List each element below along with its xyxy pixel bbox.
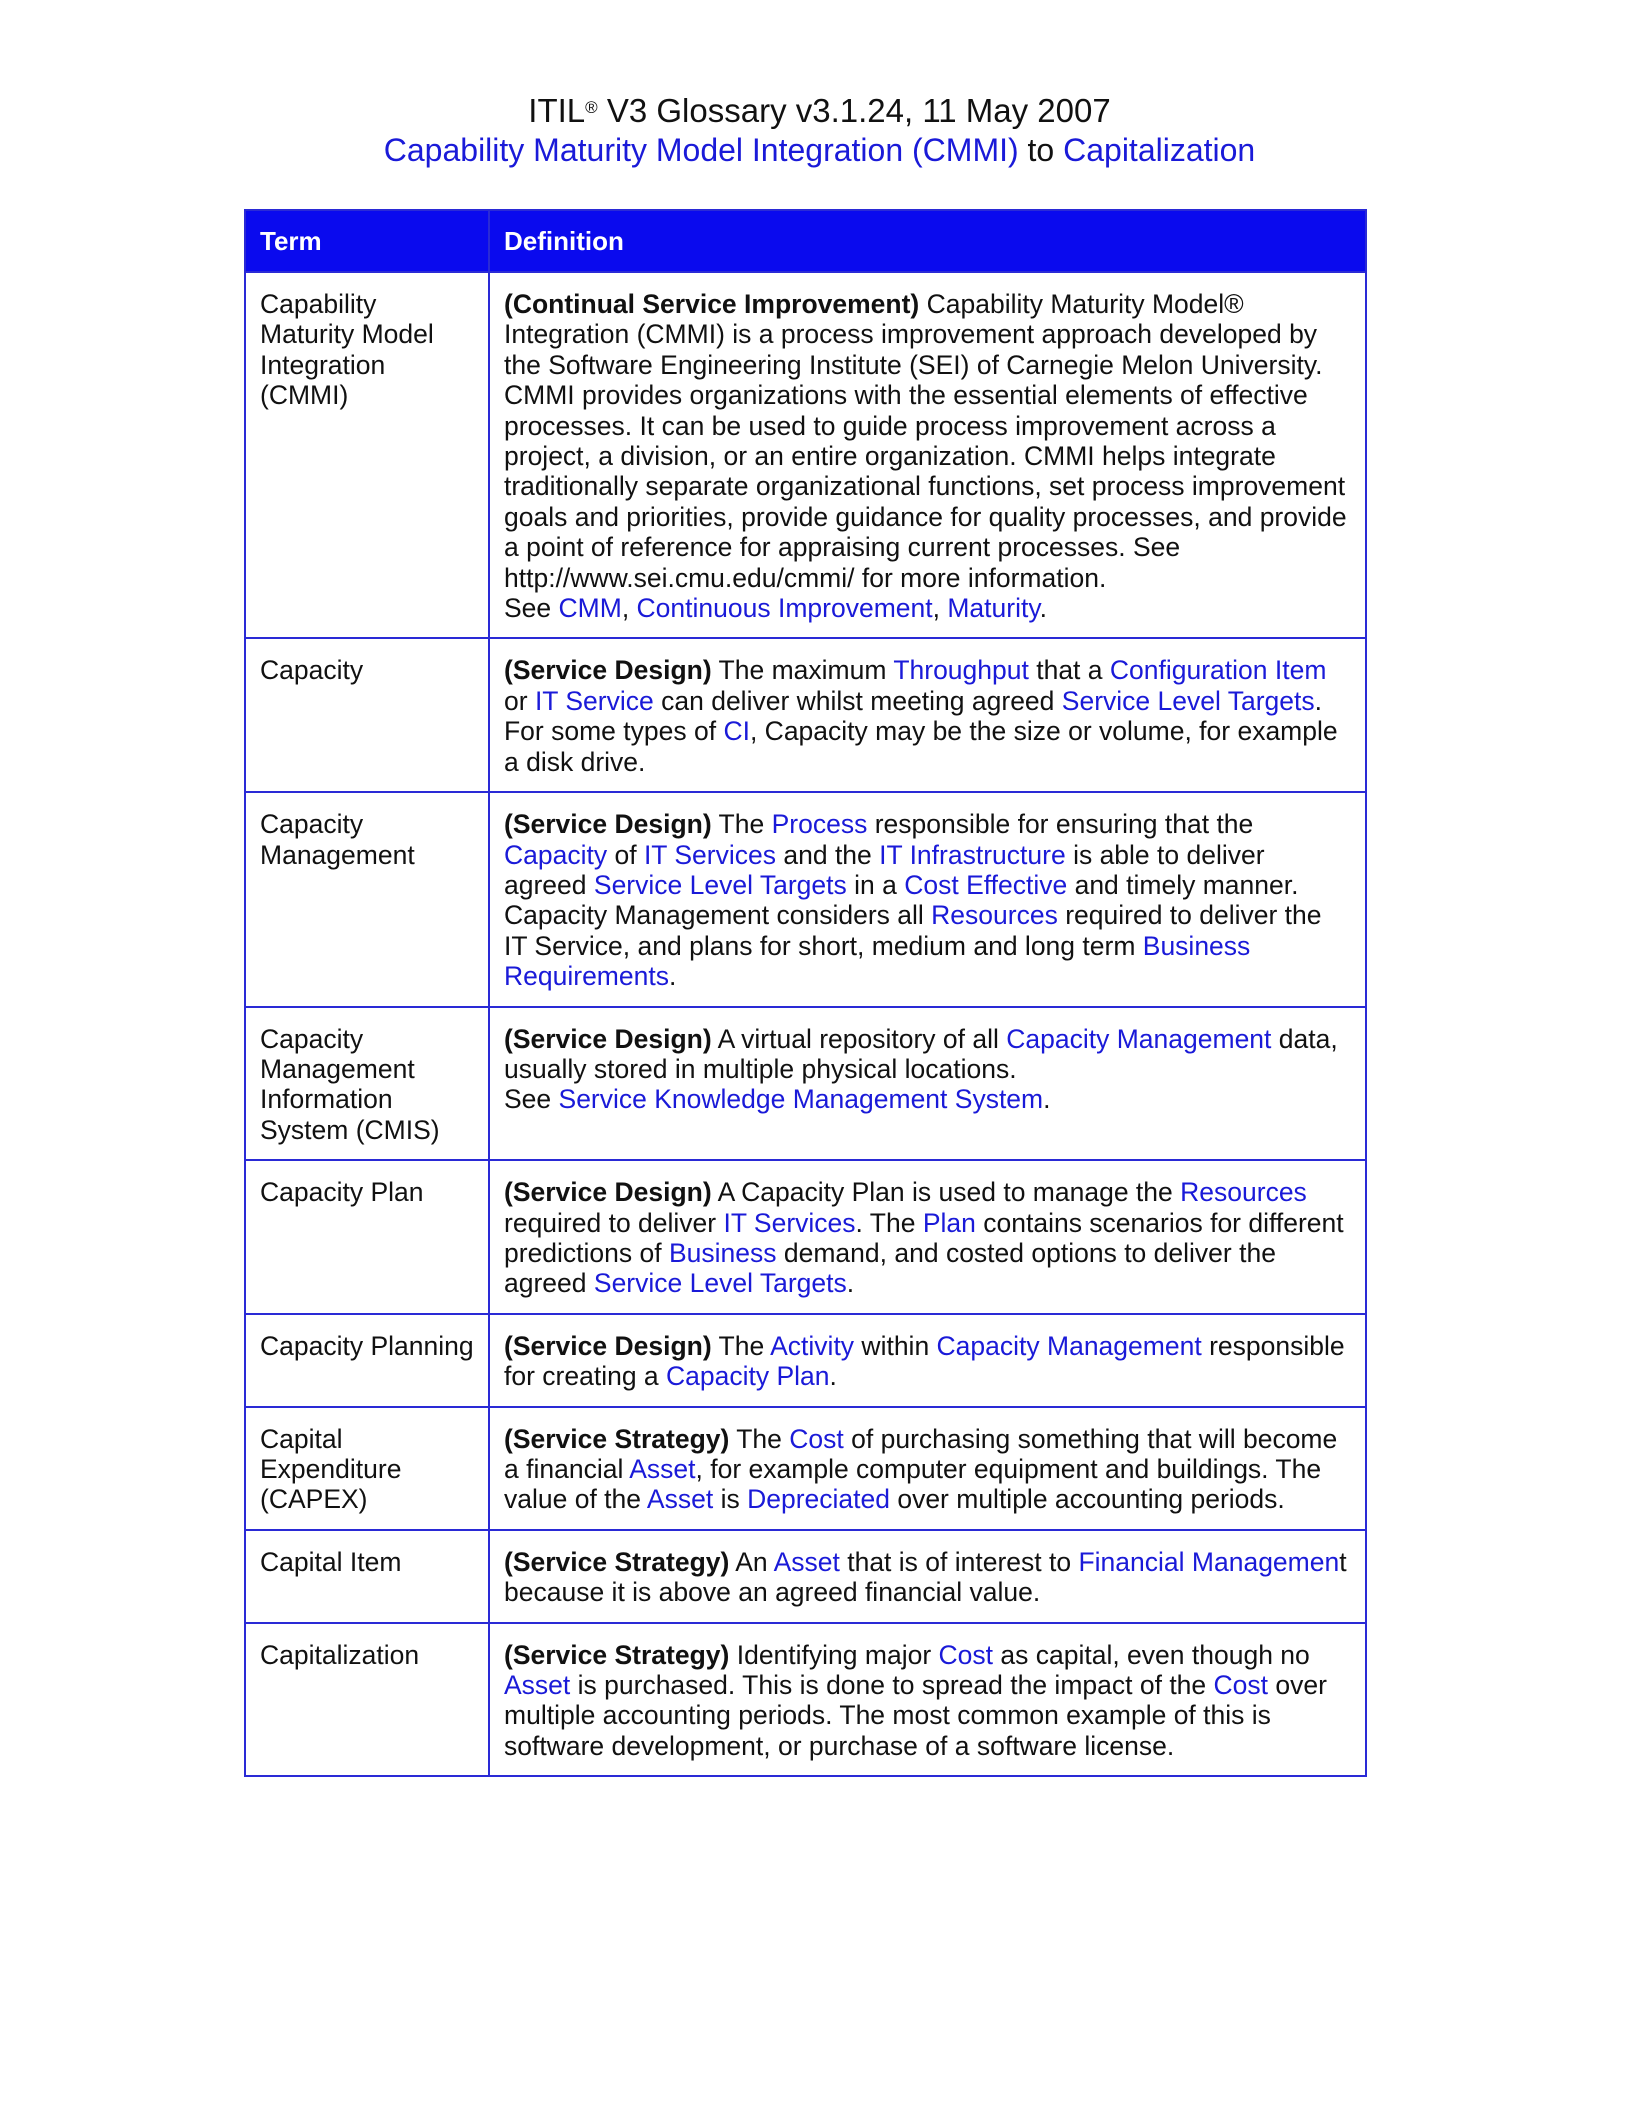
glossary-link[interactable]: Service Level Targets xyxy=(593,1268,847,1299)
glossary-link[interactable]: Configuration Item xyxy=(1109,655,1327,686)
glossary-link[interactable]: Cost xyxy=(789,1423,844,1454)
definition-text: within xyxy=(854,1330,937,1361)
category-label: (Service Design) xyxy=(504,1177,712,1208)
definition-cell xyxy=(489,272,1366,638)
glossary-link[interactable]: IT Infrastructure xyxy=(879,839,1066,870)
glossary-link[interactable]: Asset xyxy=(646,1484,714,1515)
glossary-link[interactable]: Throughput xyxy=(893,655,1029,686)
definition-text: can deliver whilst meeting agreed xyxy=(653,685,1062,716)
table-row xyxy=(245,638,1366,792)
definition-text: in a xyxy=(846,869,905,900)
definition-cell xyxy=(489,1007,1366,1161)
term-cell: Capacity Management Information System (CMIS) xyxy=(245,1007,489,1161)
glossary-link[interactable]: Business Requirements xyxy=(504,930,1251,992)
term-cell: Capacity xyxy=(245,638,489,792)
table-header-row xyxy=(245,210,1366,272)
definition-text: over multiple accounting periods. The most common example of this is software development, or purchase of a software license. xyxy=(504,1670,1327,1761)
definition-text: or xyxy=(504,685,535,716)
glossary-link[interactable]: Asset xyxy=(773,1546,840,1577)
definition-text: , Capacity may be the size or volume, for example a disk drive. xyxy=(504,716,1338,777)
glossary-link[interactable]: Business xyxy=(668,1237,777,1268)
term-cell: Capacity Planning xyxy=(245,1314,489,1407)
glossary-link[interactable]: Depreciated xyxy=(747,1484,890,1515)
glossary-link[interactable]: Resources xyxy=(931,900,1058,931)
glossary-link[interactable]: Cost xyxy=(938,1639,994,1670)
definition-text: that a xyxy=(1028,655,1110,686)
category-label: (Service Strategy) xyxy=(504,1423,730,1454)
definition-text: . The xyxy=(855,1207,923,1238)
glossary-link[interactable]: Service Knowledge Management System xyxy=(558,1084,1044,1115)
table-row xyxy=(245,792,1366,1006)
glossary-link[interactable]: Activity xyxy=(770,1330,855,1361)
definition-text: Capability Maturity Model® Integration (CMMI) is a process improvement approach developed by the Software Engineering Institute (SEI) of Carnegie Melon University. CMMI provides organizations with the essential elements of effective processes. It can be used to guide process improvement across a project, a division, or an entire organization. CMMI helps integrate traditionally separate organizational functions, set process improvement goals and priorities, provide guidance for quality processes, and provide a point of reference for appraising current processes. See http://www.sei.cmu.edu/cmmi/ for more information. xyxy=(504,289,1347,593)
definition-cell xyxy=(489,1407,1366,1530)
glossary-link[interactable]: Maturity xyxy=(947,593,1040,624)
category-label: (Service Design) xyxy=(504,1330,712,1361)
subtitle-end-link[interactable]: Capitalization xyxy=(1063,132,1256,168)
term-cell: Capitalization xyxy=(245,1623,489,1777)
definition-text: A virtual repository of all xyxy=(711,1023,1007,1054)
definition-text: of purchasing something that will become a financial xyxy=(504,1423,1338,1484)
definition-cell xyxy=(489,792,1366,1006)
glossary-link[interactable]: Financial Managemen xyxy=(1078,1546,1340,1577)
page-subtitle xyxy=(0,130,1639,170)
definition-text: is purchased. This is done to spread the impact of the xyxy=(570,1670,1214,1701)
table-row xyxy=(245,1160,1366,1314)
definition-text: A Capacity Plan is used to manage the xyxy=(711,1177,1181,1208)
glossary-table xyxy=(244,209,1367,1777)
page-header xyxy=(0,92,1639,170)
glossary-link[interactable]: Asset xyxy=(504,1670,571,1701)
glossary-link[interactable]: Cost xyxy=(1213,1670,1269,1701)
glossary-link[interactable]: Continuous Improvement xyxy=(636,593,933,624)
definition-text: as capital, even though no xyxy=(993,1639,1310,1670)
glossary-link[interactable]: CI xyxy=(723,716,750,747)
glossary-link[interactable]: Plan xyxy=(922,1207,976,1238)
definition-text: contains scenarios for different predictions of xyxy=(504,1207,1344,1268)
definition-text: and the xyxy=(776,839,880,870)
glossary-link[interactable]: Capacity Management xyxy=(1006,1023,1272,1054)
registered-mark: ® xyxy=(585,98,598,117)
definition-column-header: Definition xyxy=(489,210,1366,272)
definition-cell xyxy=(489,1314,1366,1407)
definition-cell xyxy=(489,1530,1366,1623)
term-cell: Capability Maturity Model Integration (CMMI) xyxy=(245,272,489,638)
definition-text: The xyxy=(729,1423,790,1454)
definition-text: . For some types of xyxy=(504,685,1323,747)
term-cell: Capital Item xyxy=(245,1530,489,1623)
definition-text: The xyxy=(711,1330,771,1361)
definition-text: that is of interest to xyxy=(839,1546,1079,1577)
category-label: (Service Design) xyxy=(504,1023,712,1054)
title-suffix: V3 Glossary v3.1.24, 11 May 2007 xyxy=(597,92,1111,129)
glossary-body xyxy=(245,272,1366,1776)
definition-text: See xyxy=(504,1084,559,1115)
definition-cell xyxy=(489,638,1366,792)
definition-text: Identifying major xyxy=(729,1639,939,1670)
definition-text: . xyxy=(846,1268,855,1299)
glossary-link[interactable]: Service Level Targets xyxy=(1061,685,1315,716)
definition-text: is xyxy=(713,1484,748,1515)
glossary-link[interactable]: CMM xyxy=(558,593,622,624)
term-cell: Capital Expenditure (CAPEX) xyxy=(245,1407,489,1530)
category-label: (Service Design) xyxy=(504,809,712,840)
table-row xyxy=(245,1007,1366,1161)
category-label: (Service Design) xyxy=(504,655,712,686)
definition-text: An xyxy=(729,1546,774,1577)
definition-text: of xyxy=(607,839,644,870)
definition-text: t because it is above an agreed financial value. xyxy=(504,1546,1347,1608)
definition-text: data, usually stored in multiple physical locations. xyxy=(504,1023,1338,1084)
glossary-link[interactable]: Resources xyxy=(1180,1177,1307,1208)
glossary-link[interactable]: Capacity xyxy=(504,839,608,870)
glossary-link[interactable]: Service Level Targets xyxy=(593,869,847,900)
definition-text: required to deliver the IT Service, and plans for short, medium and long term xyxy=(504,900,1322,961)
table-row xyxy=(245,1623,1366,1777)
definition-cell xyxy=(489,1623,1366,1777)
definition-text: See xyxy=(504,593,559,624)
glossary-link[interactable]: Cost Effective xyxy=(904,869,1068,900)
definition-text: is able to deliver agreed xyxy=(504,839,1265,900)
table-row xyxy=(245,1314,1366,1407)
term-cell: Capacity Management xyxy=(245,792,489,1006)
glossary-link[interactable]: Asset xyxy=(629,1454,696,1484)
definition-text: demand, and costed options to deliver the agreed xyxy=(504,1237,1276,1299)
definition-text: responsible for creating a xyxy=(504,1330,1345,1392)
glossary-link[interactable]: IT Services xyxy=(723,1207,856,1238)
definition-text: over multiple accounting periods. xyxy=(889,1484,1285,1515)
term-column-header: Term xyxy=(245,210,489,272)
category-label: (Continual Service Improvement) xyxy=(504,289,920,319)
page-title xyxy=(0,92,1639,130)
term-cell: Capacity Plan xyxy=(245,1160,489,1314)
definition-text: . xyxy=(1043,1084,1051,1115)
definition-cell xyxy=(489,1160,1366,1314)
table-row xyxy=(245,1530,1366,1623)
definition-text: . xyxy=(829,1361,837,1392)
definition-text: , xyxy=(621,593,637,624)
definition-text: , for example computer equipment and buildings. The value of the xyxy=(504,1454,1322,1515)
definition-text: . xyxy=(1039,593,1048,624)
table-row xyxy=(245,272,1366,638)
glossary-link[interactable]: Capacity Plan xyxy=(666,1361,830,1392)
glossary-link[interactable]: Process xyxy=(771,809,868,840)
subtitle-start-link[interactable]: Capability Maturity Model Integration (CMMI) xyxy=(383,132,1019,168)
glossary-link[interactable]: Capacity Management xyxy=(936,1330,1202,1361)
table-row xyxy=(245,1407,1366,1530)
category-label: (Service Strategy) xyxy=(504,1546,730,1577)
definition-text: . xyxy=(668,961,677,992)
subtitle-connector: to xyxy=(1018,132,1064,168)
definition-text: required to deliver xyxy=(504,1207,724,1238)
definition-text: and timely manner. Capacity Management considers all xyxy=(504,869,1299,931)
definition-text: The xyxy=(711,809,772,840)
definition-text: responsible for ensuring that the xyxy=(867,809,1254,840)
title-prefix: ITIL xyxy=(528,92,586,129)
definition-text: The maximum xyxy=(711,655,894,686)
glossary-link[interactable]: IT Services xyxy=(643,839,776,870)
category-label: (Service Strategy) xyxy=(504,1639,730,1670)
glossary-link[interactable]: IT Service xyxy=(534,685,654,716)
definition-text: , xyxy=(932,593,948,624)
